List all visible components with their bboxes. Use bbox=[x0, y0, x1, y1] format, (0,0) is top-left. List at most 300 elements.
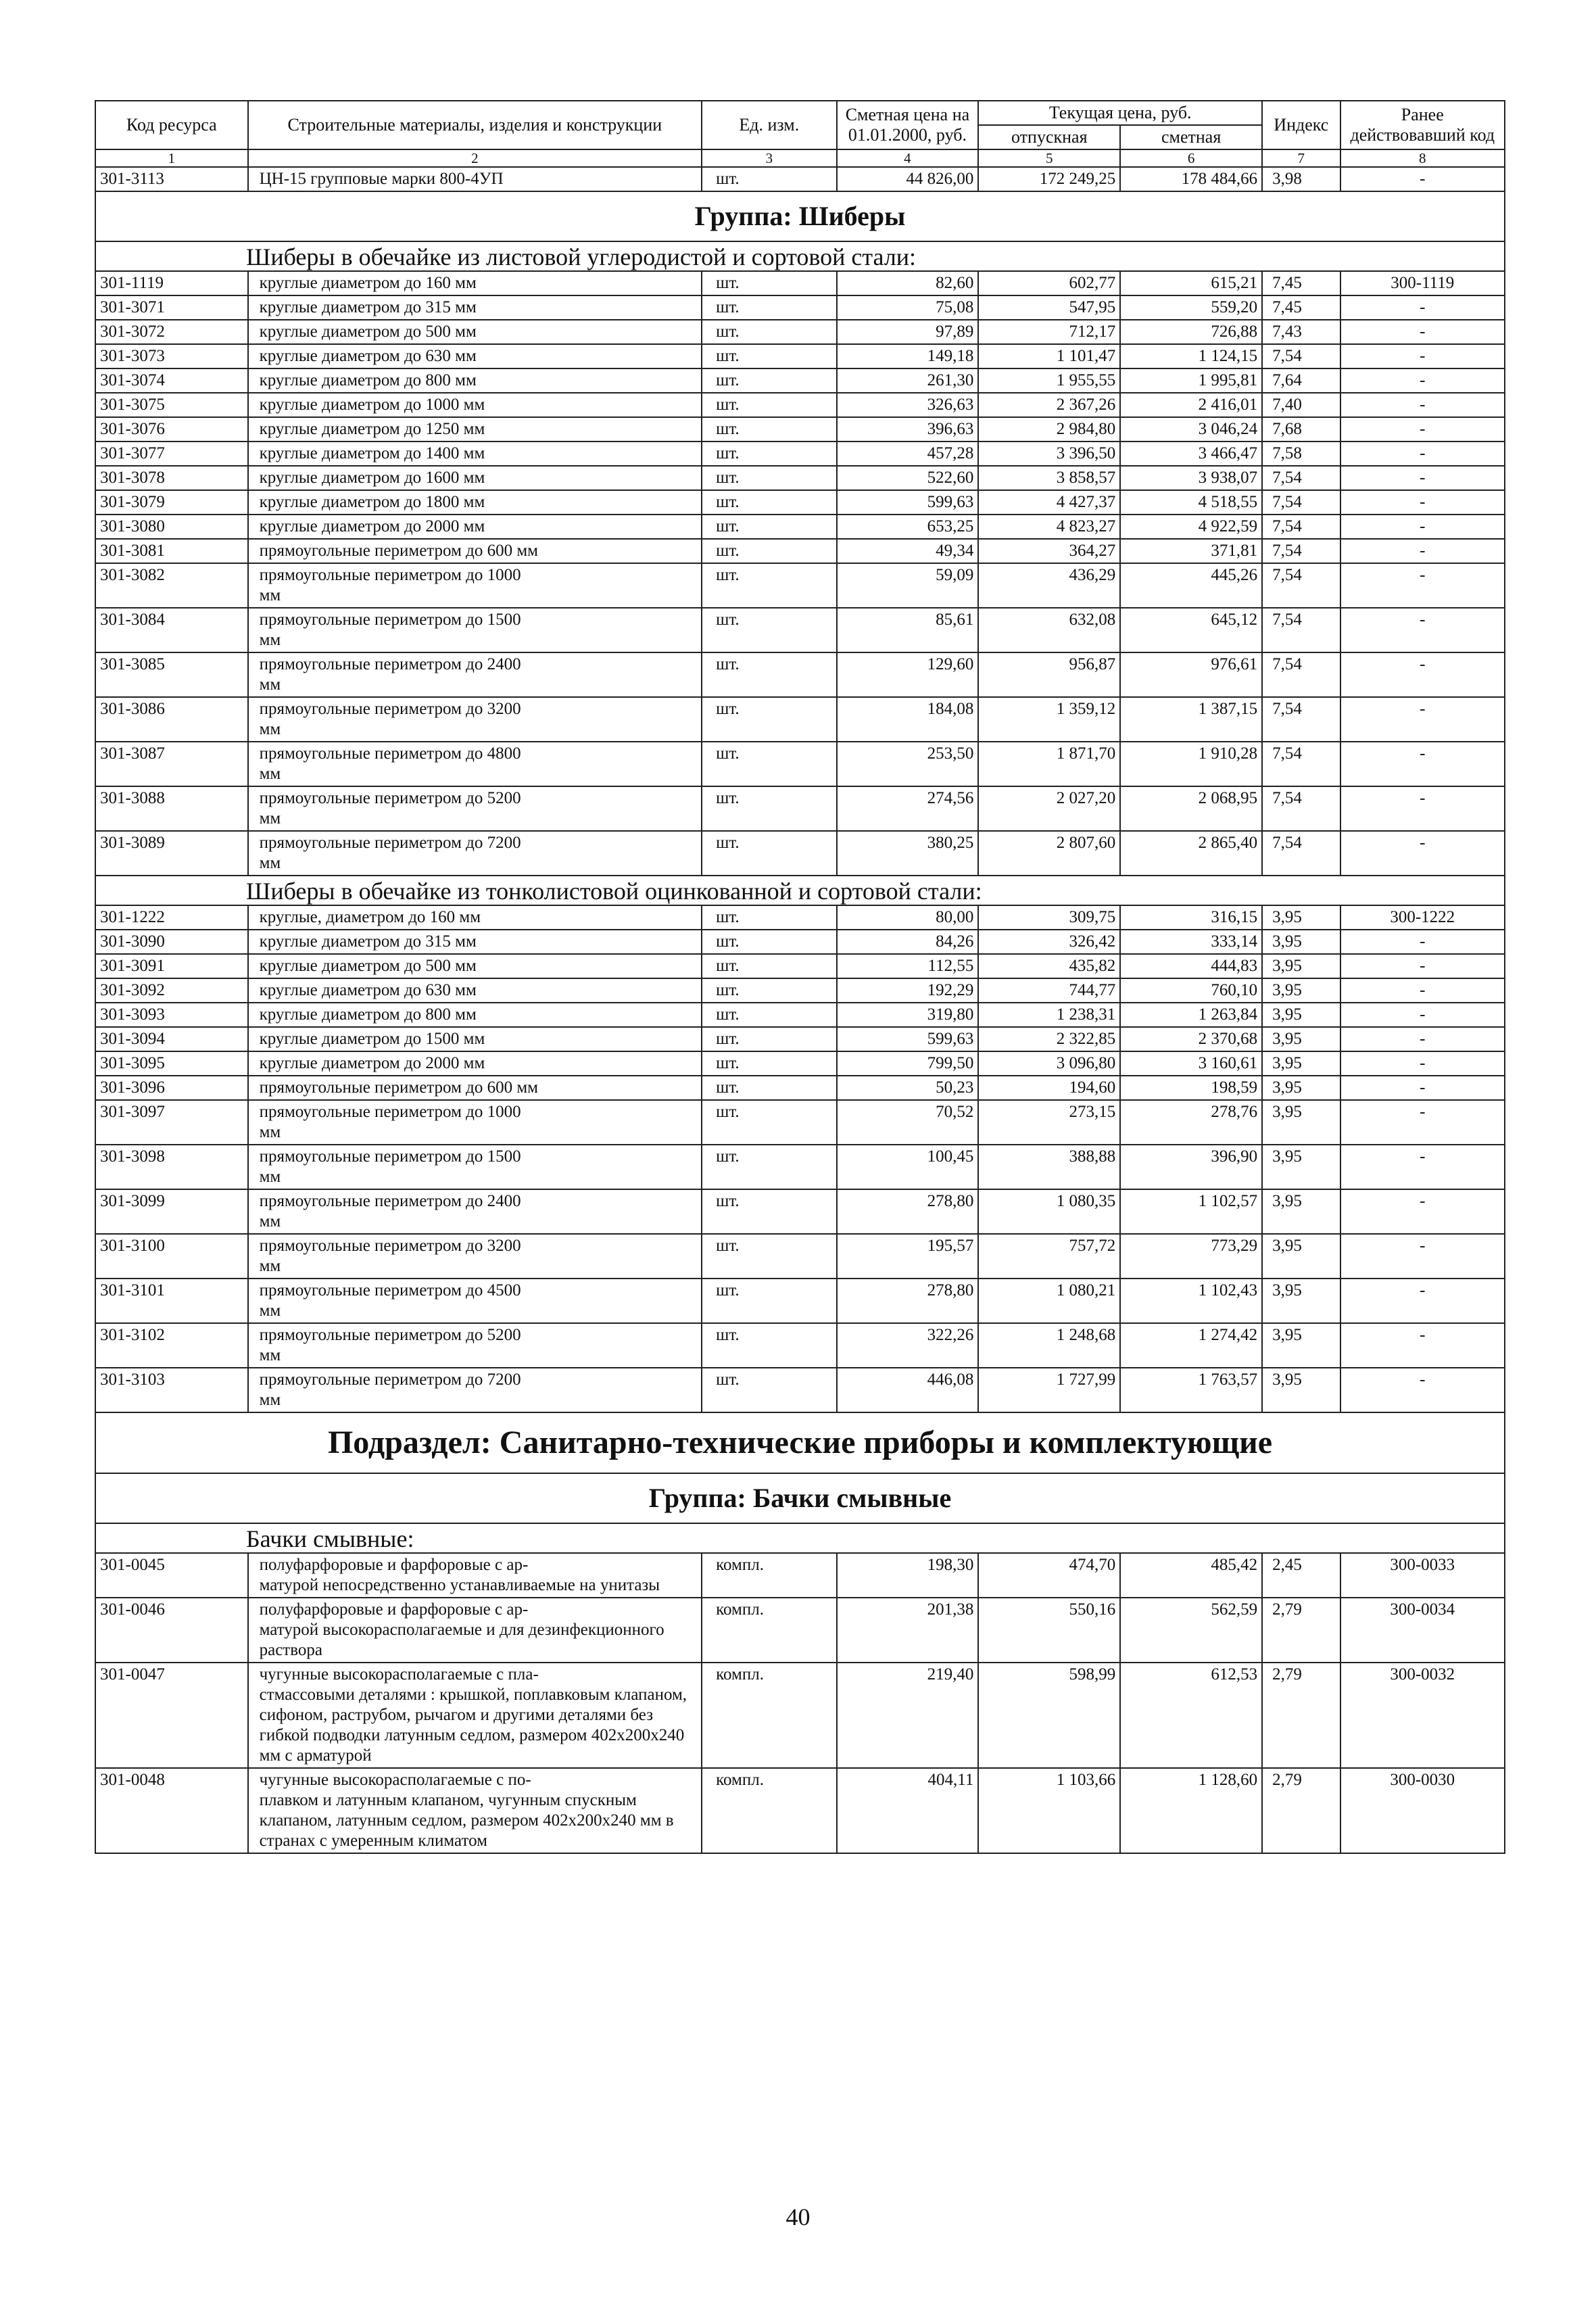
unit-of-measure: шт. bbox=[702, 368, 836, 393]
subgroup-title bbox=[95, 1523, 1505, 1553]
release-price: 1 238,31 bbox=[978, 1003, 1120, 1027]
item-name bbox=[248, 417, 702, 441]
resource-code: 301-3090 bbox=[95, 930, 248, 954]
item-name-continuation: мм bbox=[259, 765, 281, 783]
unit-of-measure: шт. bbox=[702, 271, 836, 295]
previous-code: - bbox=[1340, 563, 1505, 608]
previous-code: - bbox=[1340, 1003, 1505, 1027]
estimate-price: 612,53 bbox=[1120, 1663, 1262, 1768]
item-name-line: прямоугольные периметром до 3200 bbox=[259, 700, 521, 718]
previous-code: - bbox=[1340, 1051, 1505, 1076]
table-row bbox=[95, 930, 1505, 954]
table-row bbox=[95, 1003, 1505, 1027]
estimate-price: 976,61 bbox=[1120, 652, 1262, 697]
base-price: 278,80 bbox=[837, 1279, 979, 1323]
resource-code: 301-3072 bbox=[95, 320, 248, 344]
item-name bbox=[248, 320, 702, 344]
subgroup-title-row bbox=[95, 241, 1505, 271]
item-name bbox=[248, 344, 702, 368]
base-price: 396,63 bbox=[837, 417, 979, 441]
estimate-price: 773,29 bbox=[1120, 1234, 1262, 1279]
base-price: 50,23 bbox=[837, 1076, 979, 1100]
unit-of-measure: шт. bbox=[702, 697, 836, 742]
table-row bbox=[95, 697, 1505, 742]
release-price: 1 955,55 bbox=[978, 368, 1120, 393]
item-name-continuation: мм bbox=[259, 1123, 281, 1141]
release-price: 474,70 bbox=[978, 1553, 1120, 1598]
table-row bbox=[95, 1663, 1505, 1768]
price-index: 2,45 bbox=[1262, 1553, 1340, 1598]
previous-code: - bbox=[1340, 1368, 1505, 1412]
base-price: 80,00 bbox=[837, 905, 979, 930]
unit-of-measure: компл. bbox=[702, 1768, 836, 1853]
release-price: 757,72 bbox=[978, 1234, 1120, 1279]
resource-code: 301-3087 bbox=[95, 742, 248, 786]
item-name-line: прямоугольные периметром до 1000 bbox=[259, 566, 521, 584]
item-name-line: круглые диаметром до 800 мм bbox=[259, 1005, 477, 1024]
previous-code: - bbox=[1340, 515, 1505, 539]
table-row bbox=[95, 539, 1505, 563]
base-price: 49,34 bbox=[837, 539, 979, 563]
resource-code: 301-3092 bbox=[95, 978, 248, 1003]
item-name-line: прямоугольные периметром до 4800 bbox=[259, 744, 521, 763]
item-name bbox=[248, 393, 702, 417]
previous-code: - bbox=[1340, 167, 1505, 191]
price-table bbox=[95, 100, 1505, 1854]
item-name-line: круглые диаметром до 500 мм bbox=[259, 323, 477, 341]
resource-code: 301-3096 bbox=[95, 1076, 248, 1100]
group-heading: Группа: Бачки смывные bbox=[95, 1473, 1505, 1523]
base-price: 274,56 bbox=[837, 786, 979, 831]
item-name-continuation: мм bbox=[259, 809, 281, 828]
item-name-line: прямоугольные периметром до 1500 bbox=[259, 1147, 521, 1166]
estimate-price: 726,88 bbox=[1120, 320, 1262, 344]
previous-code: - bbox=[1340, 742, 1505, 786]
price-index: 7,54 bbox=[1262, 344, 1340, 368]
price-index: 3,95 bbox=[1262, 1323, 1340, 1368]
price-index: 7,43 bbox=[1262, 320, 1340, 344]
base-price: 82,60 bbox=[837, 271, 979, 295]
item-name bbox=[248, 954, 702, 978]
item-name-line: круглые диаметром до 1250 мм bbox=[259, 420, 485, 438]
estimate-price: 371,81 bbox=[1120, 539, 1262, 563]
item-name bbox=[248, 1768, 702, 1853]
table-row bbox=[95, 786, 1505, 831]
resource-code: 301-3097 bbox=[95, 1100, 248, 1145]
estimate-price: 3 938,07 bbox=[1120, 466, 1262, 490]
unit-of-measure: шт. bbox=[702, 1189, 836, 1234]
release-price: 2 027,20 bbox=[978, 786, 1120, 831]
price-index: 3,98 bbox=[1262, 167, 1340, 191]
table-row bbox=[95, 1076, 1505, 1100]
resource-code: 301-1222 bbox=[95, 905, 248, 930]
item-name-line: круглые диаметром до 315 мм bbox=[259, 932, 477, 951]
subgroup-title bbox=[95, 241, 1505, 271]
price-index: 3,95 bbox=[1262, 1076, 1340, 1100]
price-index: 7,54 bbox=[1262, 742, 1340, 786]
table-row bbox=[95, 1768, 1505, 1853]
base-price: 799,50 bbox=[837, 1051, 979, 1076]
resource-code: 301-3085 bbox=[95, 652, 248, 697]
col-number: 2 bbox=[248, 149, 702, 167]
unit-of-measure: шт. bbox=[702, 515, 836, 539]
col-number: 3 bbox=[702, 149, 836, 167]
table-row bbox=[95, 1279, 1505, 1323]
item-name bbox=[248, 697, 702, 742]
previous-code: 300-0034 bbox=[1340, 1598, 1505, 1663]
unit-of-measure: шт. bbox=[702, 1279, 836, 1323]
unit-of-measure: шт. bbox=[702, 786, 836, 831]
estimate-price: 2 865,40 bbox=[1120, 831, 1262, 876]
release-price: 2 367,26 bbox=[978, 393, 1120, 417]
unit-of-measure: шт. bbox=[702, 466, 836, 490]
release-price: 3 096,80 bbox=[978, 1051, 1120, 1076]
item-name-line: круглые диаметром до 800 мм bbox=[259, 371, 477, 389]
table-row bbox=[95, 1027, 1505, 1051]
previous-code: - bbox=[1340, 441, 1505, 466]
resource-code: 301-3082 bbox=[95, 563, 248, 608]
item-name bbox=[248, 1234, 702, 1279]
resource-code: 301-3079 bbox=[95, 490, 248, 515]
estimate-price: 1 387,15 bbox=[1120, 697, 1262, 742]
estimate-price: 333,14 bbox=[1120, 930, 1262, 954]
release-price: 388,88 bbox=[978, 1145, 1120, 1189]
item-name bbox=[248, 167, 702, 191]
estimate-price: 3 160,61 bbox=[1120, 1051, 1262, 1076]
estimate-price: 1 124,15 bbox=[1120, 344, 1262, 368]
resource-code: 301-3088 bbox=[95, 786, 248, 831]
unit-of-measure: шт. bbox=[702, 1003, 836, 1027]
estimate-price: 485,42 bbox=[1120, 1553, 1262, 1598]
estimate-price: 760,10 bbox=[1120, 978, 1262, 1003]
item-name bbox=[248, 490, 702, 515]
item-name-line: круглые диаметром до 315 мм bbox=[259, 298, 477, 316]
item-name bbox=[248, 1323, 702, 1368]
unit-of-measure: шт. bbox=[702, 978, 836, 1003]
unit-of-measure: шт. bbox=[702, 930, 836, 954]
item-name bbox=[248, 539, 702, 563]
release-price: 3 396,50 bbox=[978, 441, 1120, 466]
item-name bbox=[248, 441, 702, 466]
price-index: 3,95 bbox=[1262, 905, 1340, 930]
base-price: 322,26 bbox=[837, 1323, 979, 1368]
unit-of-measure: шт. bbox=[702, 1051, 836, 1076]
item-name-line: круглые диаметром до 1000 мм bbox=[259, 396, 485, 414]
table-row bbox=[95, 1051, 1505, 1076]
unit-of-measure: шт. bbox=[702, 1145, 836, 1189]
col-number: 5 bbox=[978, 149, 1120, 167]
item-name-line: полуфарфоровые и фарфоровые с ар- bbox=[259, 1600, 529, 1619]
previous-code: 300-1119 bbox=[1340, 271, 1505, 295]
price-index: 7,54 bbox=[1262, 490, 1340, 515]
table-row bbox=[95, 295, 1505, 320]
release-price: 2 322,85 bbox=[978, 1027, 1120, 1051]
item-name-continuation: мм bbox=[259, 1391, 281, 1409]
estimate-price: 178 484,66 bbox=[1120, 167, 1262, 191]
previous-code: - bbox=[1340, 978, 1505, 1003]
header-unit: Ед. изм. bbox=[702, 101, 836, 149]
previous-code: - bbox=[1340, 954, 1505, 978]
item-name-line: чугунные высокорасполагаемые с по- bbox=[259, 1771, 531, 1789]
previous-code: - bbox=[1340, 295, 1505, 320]
base-price: 380,25 bbox=[837, 831, 979, 876]
price-index: 3,95 bbox=[1262, 1027, 1340, 1051]
unit-of-measure: компл. bbox=[702, 1553, 836, 1598]
resource-code: 301-3078 bbox=[95, 466, 248, 490]
price-index: 7,54 bbox=[1262, 563, 1340, 608]
resource-code: 301-0048 bbox=[95, 1768, 248, 1853]
resource-code: 301-3086 bbox=[95, 697, 248, 742]
item-name bbox=[248, 1145, 702, 1189]
price-index: 3,95 bbox=[1262, 1100, 1340, 1145]
previous-code: 300-0033 bbox=[1340, 1553, 1505, 1598]
unit-of-measure: шт. bbox=[702, 344, 836, 368]
item-name bbox=[248, 295, 702, 320]
estimate-price: 1 763,57 bbox=[1120, 1368, 1262, 1412]
table-row bbox=[95, 1598, 1505, 1663]
item-name-continuation: мм bbox=[259, 1257, 281, 1275]
subgroup-title-text: Шиберы в обечайке из листовой углеродистой и сортовой стали: bbox=[246, 243, 917, 270]
previous-code: - bbox=[1340, 786, 1505, 831]
table-body bbox=[95, 167, 1505, 1853]
base-price: 599,63 bbox=[837, 1027, 979, 1051]
table-row bbox=[95, 441, 1505, 466]
item-name-line: прямоугольные периметром до 5200 bbox=[259, 1326, 521, 1344]
unit-of-measure: шт. bbox=[702, 652, 836, 697]
previous-code: - bbox=[1340, 320, 1505, 344]
resource-code: 301-3101 bbox=[95, 1279, 248, 1323]
price-index: 7,54 bbox=[1262, 831, 1340, 876]
base-price: 198,30 bbox=[837, 1553, 979, 1598]
release-price: 550,16 bbox=[978, 1598, 1120, 1663]
price-index: 7,54 bbox=[1262, 515, 1340, 539]
release-price: 326,42 bbox=[978, 930, 1120, 954]
price-index: 7,54 bbox=[1262, 786, 1340, 831]
resource-code: 301-3080 bbox=[95, 515, 248, 539]
release-price: 1 727,99 bbox=[978, 1368, 1120, 1412]
release-price: 194,60 bbox=[978, 1076, 1120, 1100]
item-name bbox=[248, 608, 702, 652]
estimate-price: 278,76 bbox=[1120, 1100, 1262, 1145]
base-price: 149,18 bbox=[837, 344, 979, 368]
table-row bbox=[95, 393, 1505, 417]
page-number: 40 bbox=[785, 2203, 811, 2230]
unit-of-measure: шт. bbox=[702, 320, 836, 344]
release-price: 1 871,70 bbox=[978, 742, 1120, 786]
header-name: Строительные материалы, изделия и конструкции bbox=[248, 101, 702, 149]
base-price: 404,11 bbox=[837, 1768, 979, 1853]
resource-code: 301-3077 bbox=[95, 441, 248, 466]
previous-code: - bbox=[1340, 1189, 1505, 1234]
table-row bbox=[95, 831, 1505, 876]
item-name bbox=[248, 1279, 702, 1323]
unit-of-measure: шт. bbox=[702, 441, 836, 466]
previous-code: - bbox=[1340, 393, 1505, 417]
item-name bbox=[248, 466, 702, 490]
previous-code: - bbox=[1340, 344, 1505, 368]
price-index: 3,95 bbox=[1262, 1234, 1340, 1279]
previous-code: - bbox=[1340, 652, 1505, 697]
item-name bbox=[248, 786, 702, 831]
previous-code: 300-0030 bbox=[1340, 1768, 1505, 1853]
item-name bbox=[248, 1003, 702, 1027]
release-price: 1 080,35 bbox=[978, 1189, 1120, 1234]
base-price: 97,89 bbox=[837, 320, 979, 344]
table-row bbox=[95, 742, 1505, 786]
item-name-line: круглые диаметром до 500 мм bbox=[259, 957, 477, 975]
table-row bbox=[95, 652, 1505, 697]
price-index: 7,54 bbox=[1262, 652, 1340, 697]
release-price: 4 427,37 bbox=[978, 490, 1120, 515]
price-index: 7,54 bbox=[1262, 466, 1340, 490]
resource-code: 301-3099 bbox=[95, 1189, 248, 1234]
item-name-continuation: мм bbox=[259, 720, 281, 738]
item-name-line: круглые диаметром до 630 мм bbox=[259, 981, 477, 999]
previous-code: - bbox=[1340, 1027, 1505, 1051]
table-row bbox=[95, 515, 1505, 539]
release-price: 309,75 bbox=[978, 905, 1120, 930]
price-index: 7,58 bbox=[1262, 441, 1340, 466]
previous-code: - bbox=[1340, 490, 1505, 515]
resource-code: 301-3098 bbox=[95, 1145, 248, 1189]
estimate-price: 445,26 bbox=[1120, 563, 1262, 608]
base-price: 75,08 bbox=[837, 295, 979, 320]
item-name-continuation: стмассовыми деталями : крышкой, поплавковым клапаном, сифоном, раструбом, рычагом и другими деталями без гибкой подводки латунным седлом, размером 402х200х240 мм с арматурой bbox=[259, 1686, 687, 1765]
item-name-line: прямоугольные периметром до 7200 bbox=[259, 1370, 521, 1389]
price-index: 3,95 bbox=[1262, 1279, 1340, 1323]
header-current-price: Текущая цена, руб. bbox=[978, 101, 1262, 125]
price-index: 3,95 bbox=[1262, 930, 1340, 954]
item-name-continuation: мм bbox=[259, 1168, 281, 1186]
item-name bbox=[248, 930, 702, 954]
base-price: 261,30 bbox=[837, 368, 979, 393]
item-name bbox=[248, 1100, 702, 1145]
section-heading: Подраздел: Санитарно-технические приборы и комплектующие bbox=[95, 1412, 1505, 1473]
unit-of-measure: шт. bbox=[702, 954, 836, 978]
price-table-sheet bbox=[95, 100, 1505, 1854]
item-name bbox=[248, 1027, 702, 1051]
release-price: 956,87 bbox=[978, 652, 1120, 697]
previous-code: - bbox=[1340, 1076, 1505, 1100]
table-row bbox=[95, 368, 1505, 393]
table-row bbox=[95, 954, 1505, 978]
release-price: 2 984,80 bbox=[978, 417, 1120, 441]
unit-of-measure: шт. bbox=[702, 831, 836, 876]
table-row bbox=[95, 417, 1505, 441]
unit-of-measure: шт. bbox=[702, 393, 836, 417]
base-price: 326,63 bbox=[837, 393, 979, 417]
item-name-line: круглые диаметром до 630 мм bbox=[259, 347, 477, 365]
release-price: 1 101,47 bbox=[978, 344, 1120, 368]
price-index: 7,45 bbox=[1262, 295, 1340, 320]
item-name bbox=[248, 1663, 702, 1768]
section-heading-row bbox=[95, 1412, 1505, 1473]
release-price: 547,95 bbox=[978, 295, 1120, 320]
header-estimate-price: сметная bbox=[1120, 125, 1262, 149]
table-row bbox=[95, 563, 1505, 608]
price-index: 7,45 bbox=[1262, 271, 1340, 295]
release-price: 632,08 bbox=[978, 608, 1120, 652]
estimate-price: 3 046,24 bbox=[1120, 417, 1262, 441]
group-heading: Группа: Шиберы bbox=[95, 191, 1505, 241]
table-row bbox=[95, 1234, 1505, 1279]
unit-of-measure: шт. bbox=[702, 417, 836, 441]
estimate-price: 396,90 bbox=[1120, 1145, 1262, 1189]
header-code: Код ресурса bbox=[95, 101, 248, 149]
price-index: 7,54 bbox=[1262, 608, 1340, 652]
header-index: Индекс bbox=[1262, 101, 1340, 149]
base-price: 446,08 bbox=[837, 1368, 979, 1412]
resource-code: 301-0046 bbox=[95, 1598, 248, 1663]
item-name-continuation: мм bbox=[259, 1302, 281, 1320]
item-name-line: круглые диаметром до 1500 мм bbox=[259, 1030, 485, 1048]
resource-code: 301-3091 bbox=[95, 954, 248, 978]
release-price: 598,99 bbox=[978, 1663, 1120, 1768]
base-price: 653,25 bbox=[837, 515, 979, 539]
col-number: 4 bbox=[837, 149, 979, 167]
price-index: 7,54 bbox=[1262, 539, 1340, 563]
estimate-price: 3 466,47 bbox=[1120, 441, 1262, 466]
unit-of-measure: шт. bbox=[702, 1234, 836, 1279]
col-number: 6 bbox=[1120, 149, 1262, 167]
base-price: 201,38 bbox=[837, 1598, 979, 1663]
item-name-continuation: мм bbox=[259, 1212, 281, 1231]
release-price: 364,27 bbox=[978, 539, 1120, 563]
item-name bbox=[248, 652, 702, 697]
item-name-continuation: мм bbox=[259, 631, 281, 649]
table-row bbox=[95, 978, 1505, 1003]
previous-code: - bbox=[1340, 697, 1505, 742]
previous-code: - bbox=[1340, 466, 1505, 490]
resource-code: 301-0045 bbox=[95, 1553, 248, 1598]
unit-of-measure: шт. bbox=[702, 905, 836, 930]
estimate-price: 559,20 bbox=[1120, 295, 1262, 320]
group-heading-row bbox=[95, 191, 1505, 241]
base-price: 84,26 bbox=[837, 930, 979, 954]
resource-code: 301-3113 bbox=[95, 167, 248, 191]
item-name-continuation: мм bbox=[259, 1346, 281, 1364]
price-index: 3,95 bbox=[1262, 1189, 1340, 1234]
resource-code: 301-3103 bbox=[95, 1368, 248, 1412]
unit-of-measure: шт. bbox=[702, 563, 836, 608]
release-price: 1 359,12 bbox=[978, 697, 1120, 742]
release-price: 435,82 bbox=[978, 954, 1120, 978]
item-name-line: круглые диаметром до 2000 мм bbox=[259, 1054, 485, 1072]
price-index: 2,79 bbox=[1262, 1598, 1340, 1663]
resource-code: 301-3076 bbox=[95, 417, 248, 441]
price-index: 3,95 bbox=[1262, 1051, 1340, 1076]
base-price: 129,60 bbox=[837, 652, 979, 697]
table-row bbox=[95, 1189, 1505, 1234]
subgroup-title-row bbox=[95, 1523, 1505, 1553]
estimate-price: 615,21 bbox=[1120, 271, 1262, 295]
header-base-price: Сметная цена на 01.01.2000, руб. bbox=[837, 101, 979, 149]
base-price: 319,80 bbox=[837, 1003, 979, 1027]
release-price: 602,77 bbox=[978, 271, 1120, 295]
price-index: 3,95 bbox=[1262, 1145, 1340, 1189]
resource-code: 301-1119 bbox=[95, 271, 248, 295]
item-name-continuation: плавком и латунным клапаном, чугунным спускным клапаном, латунным седлом, размером 402х200х240 мм в странах с умеренным климатом bbox=[259, 1791, 674, 1850]
estimate-price: 1 910,28 bbox=[1120, 742, 1262, 786]
previous-code: - bbox=[1340, 831, 1505, 876]
item-name-line: прямоугольные периметром до 1000 bbox=[259, 1103, 521, 1121]
previous-code: - bbox=[1340, 1323, 1505, 1368]
item-name bbox=[248, 1368, 702, 1412]
base-price: 100,45 bbox=[837, 1145, 979, 1189]
item-name-continuation: мм bbox=[259, 586, 281, 604]
price-index: 7,64 bbox=[1262, 368, 1340, 393]
item-name bbox=[248, 368, 702, 393]
